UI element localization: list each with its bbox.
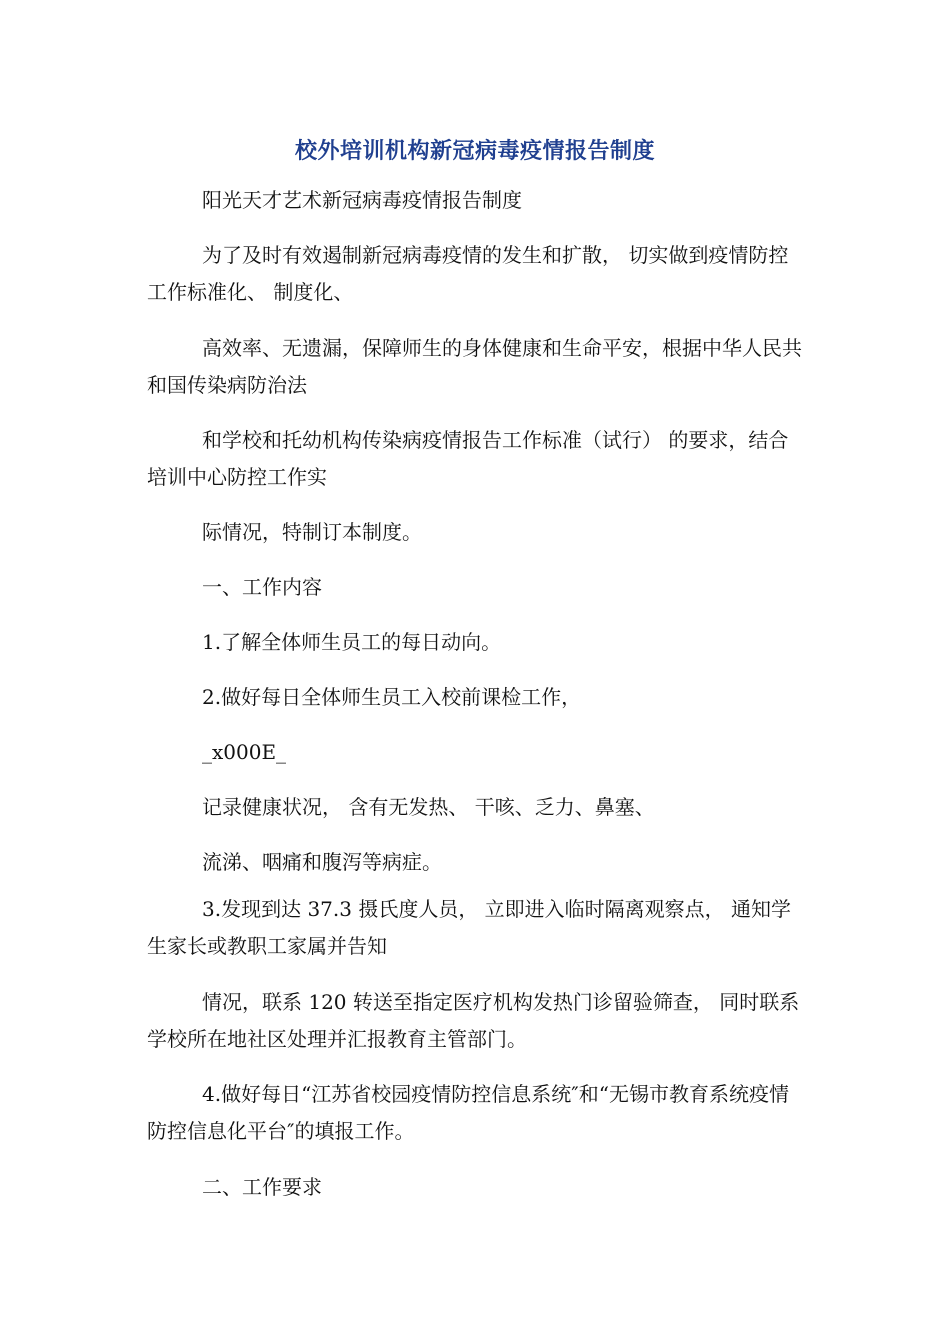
artifact-text: _x000E_ bbox=[202, 740, 287, 764]
list-item-3: 3.发现到达 37.3 摄氏度人员， 立即进入临时隔离观察点， 通知学生家长或教职工家属并告知 bbox=[147, 897, 792, 958]
paragraph-intro-4: 际情况，特制订本制度。 bbox=[202, 520, 422, 544]
paragraph-intro-3: 和学校和托幼机构传染病疫情报告工作标准（试行） 的要求，结合培训中心防控工作实 bbox=[147, 428, 789, 489]
list-item-4: 4.做好每日“江苏省校园疫情防控信息系统″和“无锡市教育系统疫情防控信息化平台″的填报工作。 bbox=[147, 1082, 790, 1143]
list-item-2-continued-a: 记录健康状况， 含有无发热、 干咳、乏力、鼻塞、 bbox=[202, 795, 655, 819]
list-item-1: 1.了解全体师生员工的每日动向。 bbox=[202, 630, 502, 654]
list-item-2: 2.做好每日全体师生员工入校前课检工作， bbox=[202, 685, 582, 709]
paragraph-intro-2: 高效率、无遗漏，保障师生的身体健康和生命平安，根据中华人民共和国传染病防治法 bbox=[147, 336, 802, 397]
section-heading-work-content: 一、工作内容 bbox=[202, 575, 322, 599]
paragraph-intro-1: 为了及时有效遏制新冠病毒疫情的发生和扩散， 切实做到疫情防控工作标准化、 制度化、 bbox=[147, 243, 789, 304]
paragraph-subtitle: 阳光天才艺术新冠病毒疫情报告制度 bbox=[202, 188, 522, 212]
section-heading-work-requirements: 二、工作要求 bbox=[202, 1175, 322, 1199]
list-item-3-continued: 情况，联系 120 转送至指定医疗机构发热门诊留验筛查， 同时联系学校所在地社区处理并汇报教育主管部门。 bbox=[147, 990, 800, 1051]
document-title: 校外培训机构新冠病毒疫情报告制度 bbox=[294, 139, 655, 164]
list-item-2-continued-b: 流涕、咽痛和腹泻等病症。 bbox=[202, 850, 442, 874]
